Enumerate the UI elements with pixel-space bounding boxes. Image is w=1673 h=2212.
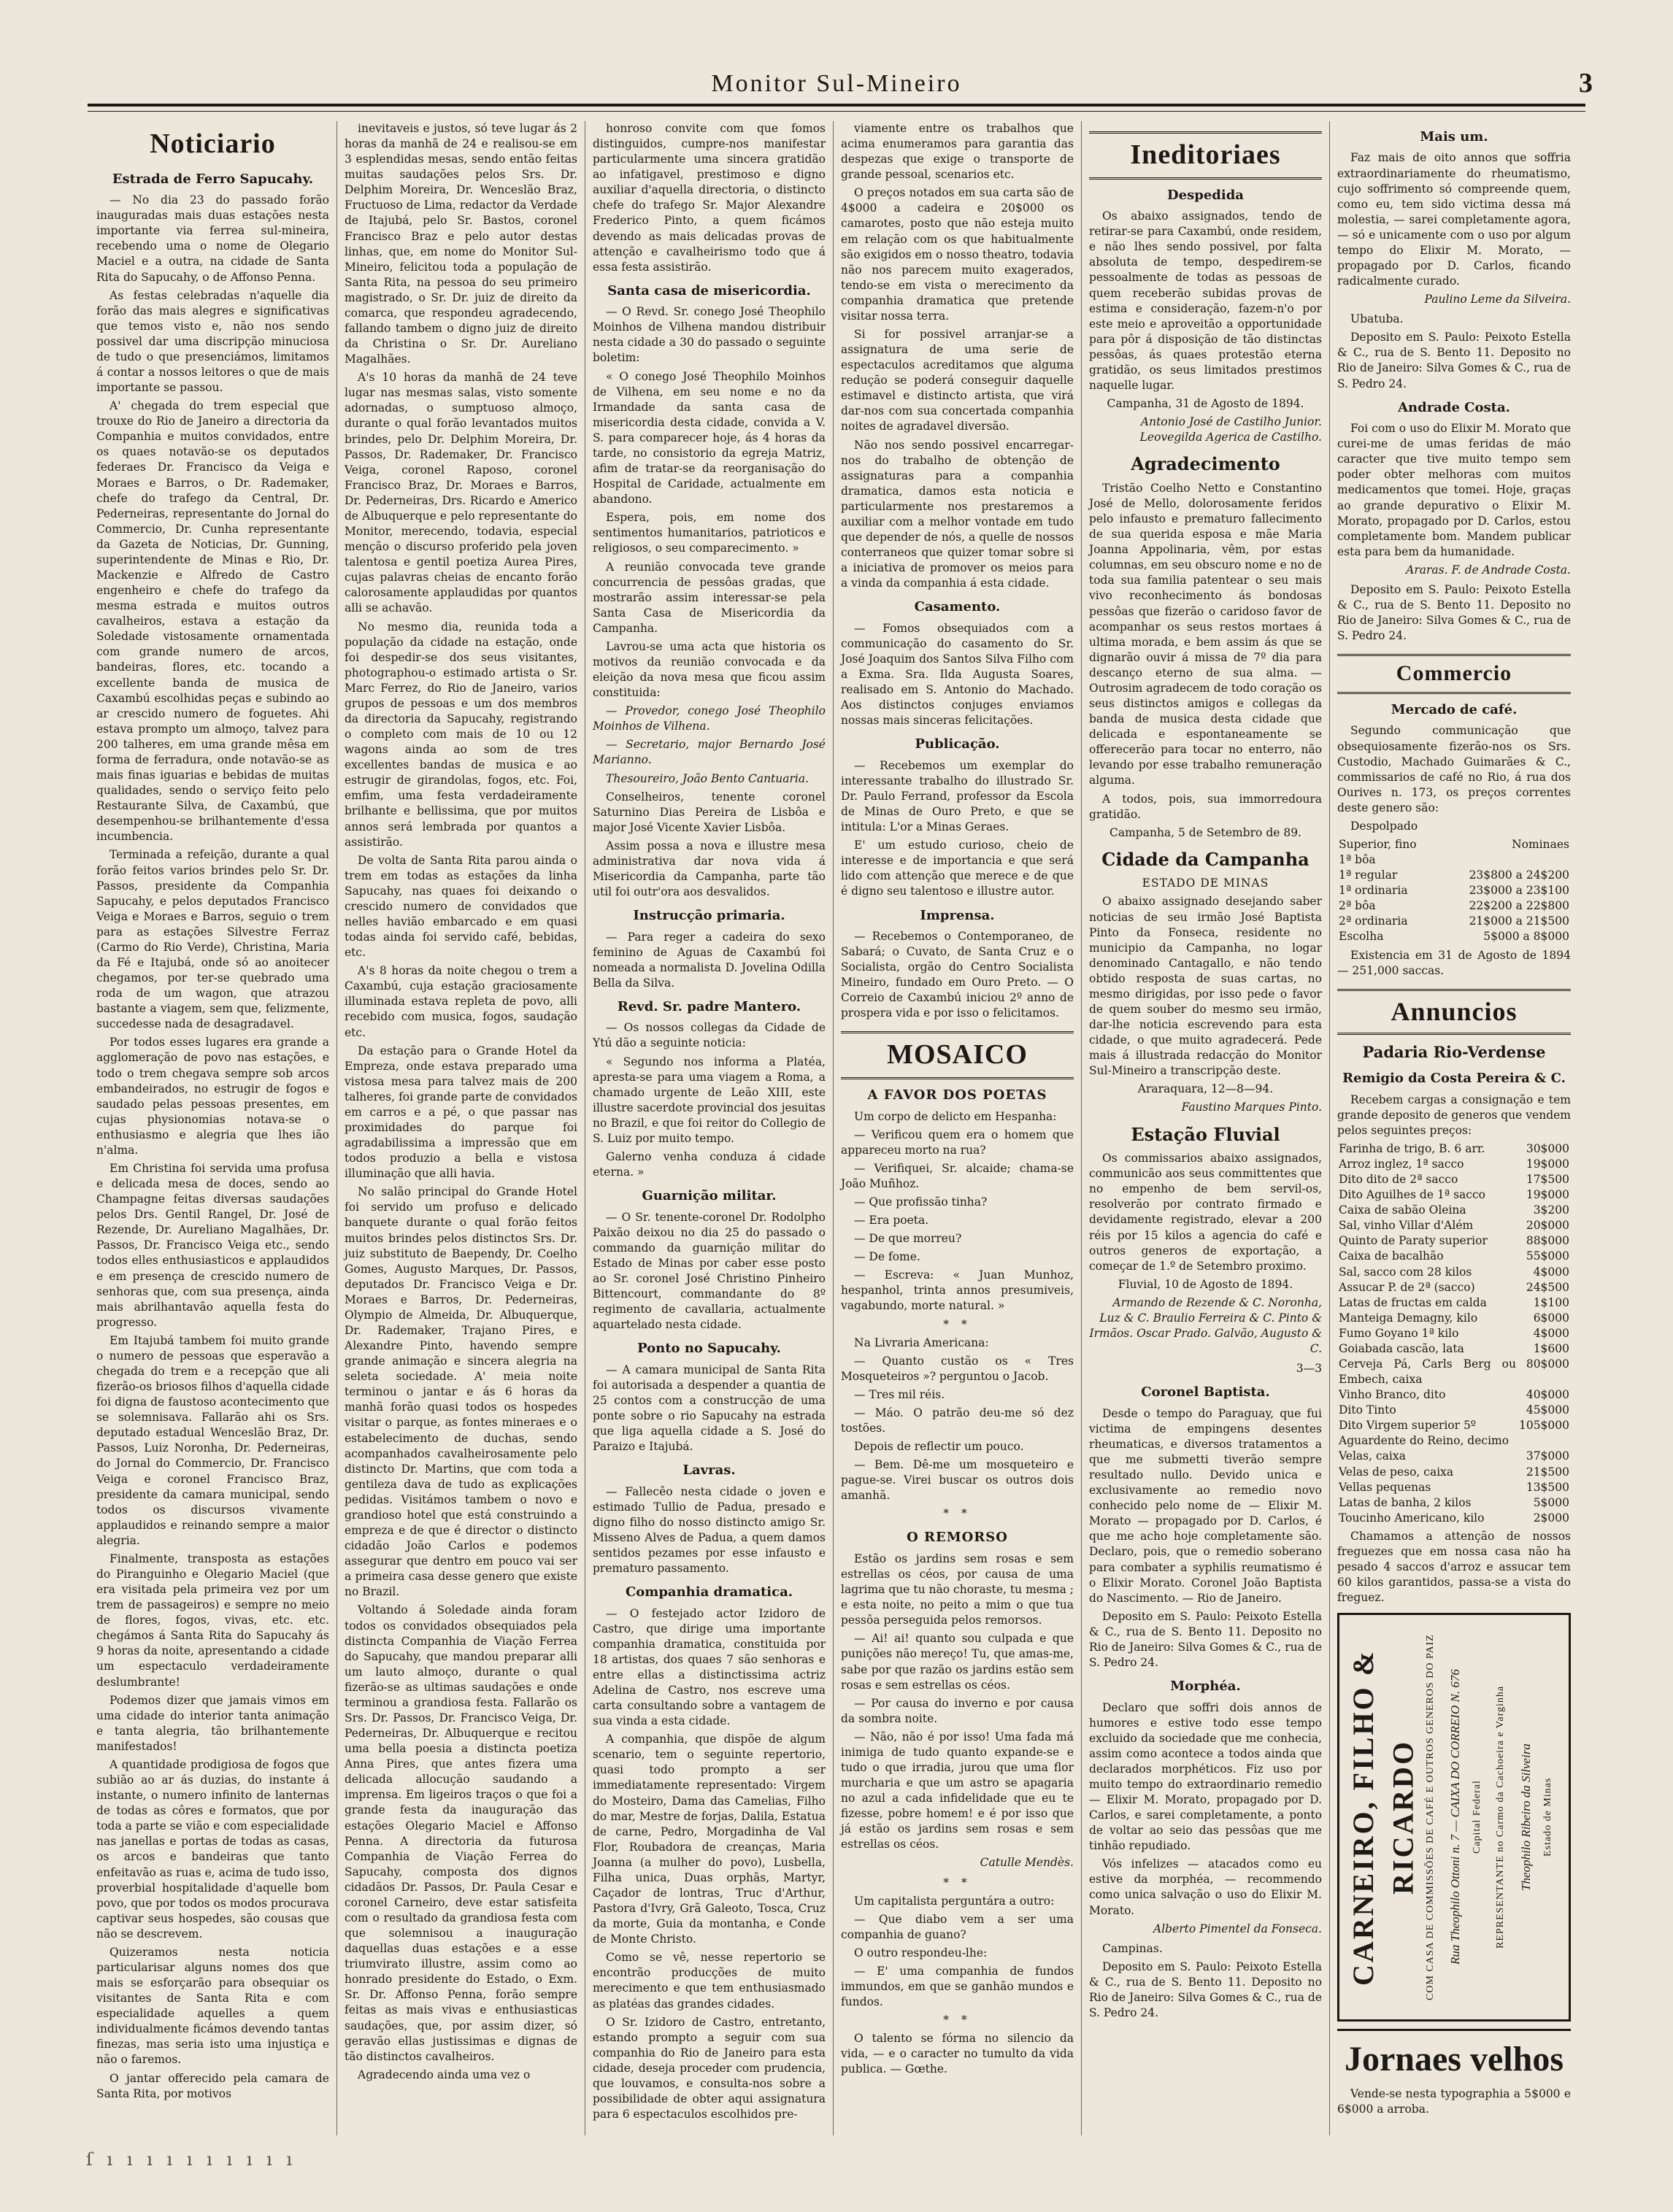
table-cell: 105$000 [1518, 1419, 1569, 1433]
paragraph: — Por causa do inverno e por causa da sombra noite. [841, 1696, 1074, 1725]
table-cell: Vinho Branco, dito [1339, 1388, 1446, 1402]
paragraph: Deposito em S. Paulo: Peixoto Estella & C., rua de S. Bento 11. Deposito no Rio de Janeiro: Silva Gomes & C., rua de S. Pedro 24. [1089, 1609, 1322, 1669]
paragraph: — Os nossos collegas da Cidade de Ytú dão a seguinte noticia: [593, 1021, 826, 1050]
paragraph: Os commissarios abaixo assignados, communicão aos seus committentes que no empenho de bem servil-os, resolverão por contrato firmado e devidamente registrado, elevar a 200 réis por 15 kilos a agencia do café e outros generos de exportação, a começar de 1.º de Setembro proximo. [1089, 1152, 1322, 1273]
column-5 [1082, 121, 1330, 2135]
article-title-lavras: Lavras. [682, 1463, 736, 1479]
table-cell: 23$000 a 23$100 [1469, 884, 1569, 898]
bakery-price-table [1337, 1141, 1571, 1526]
paragraph: E' um estudo curioso, cheio de interesse e de importancia e que será lido com attenção que merece e de que é digno seu talentoso e illustre autor. [841, 839, 1074, 898]
table-cell: Vellas pequenas [1339, 1480, 1431, 1494]
separator-stars: * * [943, 1507, 972, 1521]
table-cell: Quinto de Paraty superior [1339, 1234, 1488, 1248]
paragraph: Em Itajubá tambem foi muito grande o numero de pessoas que esperavão a chegada do trem e a recepção que ali fizerão-os briosos filhos d'aquella cidade foi digna de faustoso acontecimento que se solemnisava. Fallarão ahi os Srs. deputado estadual Wenceslão Braz, Dr. Passos, Luiz Noronha, Dr. Pederneiras, do Jornal do Commercio, Dr. Francisco Veiga e coronel Francisco Braz, presidente da camara municipal, sendo todos os discursos vivamente applaudidos e reinando sempre a maior alegria. [96, 1333, 329, 1547]
table-cell: Caixa de sabão Oleina [1339, 1203, 1466, 1217]
table-cell: 1ª ordinaria [1339, 884, 1408, 898]
article-title-coronel: Coronel Baptista. [1141, 1384, 1270, 1400]
article-title-revd: Revd. Sr. padre Mantero. [617, 998, 801, 1014]
paragraph: A's 10 horas da manhã de 24 teve lugar nas mesmas salas, visto somente adornadas, o sumptuoso almoço, durante o qual forão levantados muitos brindes, pelo Dr. Delphim Moreira, Dr. Passos, Dr. Rademaker, Dr. Francisco Veiga, coronel Raposo, coronel Francisco Braz, Dr. Moraes e Barros, Dr. Pederneiras, Drs. Ricardo e Americo de Albuquerque e pelo representante do Monitor, merecendo, todavia, especial menção o discurso proferido pela joven talentosa e gentil poetiza Aurea Pires, cujas palavras cheias de encanto forão calorosamente applaudidas por quantos alli se achavão. [345, 371, 577, 615]
dateline: Araraquara, 12—8—94. [1137, 1082, 1274, 1096]
paragraph: — De fome. [854, 1250, 920, 1264]
table-cell: Goiabada cascão, lata [1339, 1341, 1464, 1355]
paragraph: Por todos esses lugares era grande a agglomeração de povo nas estações, e todo o trem chegava sempre sob arcos embandeirados, no estrugir de fogos e saudado pelas pessoas presentes, em cujas physionomias notava-se o enthusiasmo e alegria que lhes ião n'alma. [96, 1036, 329, 1157]
bottom-print-marks [86, 2149, 962, 2178]
paragraph: O Sr. Izidoro de Castro, entretanto, estando prompto a seguir com sua companhia do Rio de Janeiro para esta cidade, deseja proceder com prudencia, que louvamos, e consulta-nos sobre a possibilidade de obter aqui assignatura para 6 espectaculos escolhidos pre- [593, 2015, 826, 2122]
advertisement-carneiro [1337, 1613, 1571, 2022]
paragraph: — Escreva: « Juan Munhoz, hespanhol, trinta annos presumiveis, vagabundo, morte natural. » [841, 1268, 1074, 1313]
ad-line: REPRESENTANTE no Carmo da Cachoeira e Varginha [1495, 1686, 1507, 1949]
paragraph: « O conego José Theophilo Moinhos de Vilhena, em seu nome e no da Irmandade da santa casa de misericordia desta cidade, convida a V. S. para comparecer hoje, ás 4 horas da tarde, no consistorio da egreja Matriz, afim de tratar-se da reorganisação do Hospital de Caridade, actualmente em abandono. [593, 369, 826, 506]
print-mark: ı [286, 2149, 293, 2170]
paragraph: Da estação para o Grande Hotel da Empreza, onde estava preparado uma vistosa mesa para talvez mais de 200 talheres, foi grande parte de convidados em carros e a pé, o que passar nas proximidades do parque foi agradabilissima a impressão que em todos produzio a bella e vistosa illuminação que alli havia. [345, 1044, 577, 1181]
article-title-cidade: Cidade da Campanha [1101, 848, 1309, 870]
ad-line: Theophilo Ribeiro da Silveira [1518, 1743, 1533, 1892]
table-row [1337, 929, 1571, 944]
table-cell: 30$000 [1526, 1141, 1569, 1155]
table-cell: 4$000 [1533, 1265, 1569, 1279]
print-mark: ı [126, 2149, 133, 2170]
paragraph: inevitaveis e justos, só teve lugar ás 2 horas da manhã de 24 e realisou-se em 3 esplendidas mesas, sendo então feitas muitas saudações pelos Srs. Dr. Delphim Moreira, Dr. Wenceslão Braz, Fructuoso de Lima, redactor da Verdade de Itajubá, pelo Sr. Bastos, coronel Francisco Braz e pelo autor destas linhas, que, em nome do Monitor Sul-Mineiro, felicitou toda a população de Santa Rita, na pessoa do seu primeiro magistrado, o Sr. Dr. juiz de direito da comarca, que respondeu agradecendo, fallando tambem o digno juiz de direito da Christina o Sr. Dr. Aureliano Magalhães. [345, 122, 577, 366]
paragraph: A reunião convocada teve grande concurrencia de pessôas gradas, que mostrarão assim interessar-se pela Santa Casa de Misericordia da Campanha. [593, 560, 826, 635]
paragraph: Faz mais de oito annos que soffria extraordinariamente do rheumatismo, cujo soffrimento só compreende quem, como eu, tem sido victima dessa má molestia, — sarei completamente agora, — só e unicamente com o uso por algum tempo do Elixir M. Morato, — propagado por D. Carlos, ficando radicalmente curado. [1337, 151, 1571, 288]
paragraph: — A camara municipal de Santa Rita foi autorisada a despender a quantia de 25 contos com a construcção de uma ponte sobre o rio Sapucahy na estrada que liga aquella cidade a S. José do Paraizo e Itajubá. [593, 1363, 826, 1454]
table-cell: 37$000 [1526, 1449, 1569, 1463]
ad-line: Rua Theophilo Ottoni n. 7 — CAIXA DO CORREIO N. 676 [1447, 1669, 1462, 1965]
article-title-casamento: Casamento. [914, 599, 1001, 615]
print-mark: ı [266, 2149, 272, 2170]
paragraph: Desde o tempo do Paraguay, que fui victima de empingens desentes rheumaticas, e diversos tratamentos a que me submetti tiverão sempre resultado nullo. Devido unica e exclusivamente ao remedio novo conhecido pelo nome de — Elixir M. Morato — propagado por D. Carlos, é que me acho hoje completamente são. Declaro, pois, que o remedio soberano para combater a syphilis reumatismo é o Elixir Morato. Coronel João Baptista do Nascimento. — Rio de Janeiro. [1089, 1406, 1322, 1605]
paragraph: O preços notados em sua carta são de 4$000 a cadeira e 20$000 os camarotes, posto que não esteja muito em relação com os que habitualmente são exigidos em o nosso theatro, todavia não nos parecem muito exagerados, tendo-se em vista o merecimento da companhia dramatica que pretende visitar nossa terra. [841, 186, 1074, 323]
table-row [1337, 1449, 1571, 1464]
column-3 [585, 121, 834, 2135]
paragraph: — Não, não é por isso! Uma fada má inimiga de tudo quanto expande-se e tudo o que irradia, jurou que uma flor murcharia e que um astro se apagaria no azul a cada infidelidade que eu te fizesse, pobre homem! e é por isso que já estão os jardins sem rosas e sem estrellas os céos. [841, 1730, 1074, 1851]
table-row [1337, 852, 1571, 868]
table-row [1337, 1249, 1571, 1264]
article-title-guarnicao: Guarnição militar. [642, 1188, 777, 1204]
print-mark: ı [107, 2149, 113, 2170]
paragraph: — O Sr. tenente-coronel Dr. Rodolpho Paixão deixou no dia 25 do passado o commando da guarnição militar do Estado de Minas por caber esse posto ao Sr. coronel José Christino Pinheiro Bittencourt, commandante do 8º regimento de cavallaria, actualmente aquartelado nesta cidade. [593, 1210, 826, 1332]
subtitle: ESTADO DE MINAS [1142, 876, 1269, 890]
coffee-price-table [1337, 837, 1571, 945]
table-cell: 2ª bôa [1339, 899, 1376, 913]
table-cell: Toucinho Americano, kilo [1339, 1511, 1485, 1525]
table-cell: Sal, sacco com 28 kilos [1339, 1265, 1472, 1279]
table-cell: 88$000 [1526, 1234, 1569, 1248]
table-row [1337, 1295, 1571, 1311]
article-title-estrada: Estrada de Ferro Sapucahy. [112, 171, 314, 187]
paragraph: Em Christina foi servida uma profusa e delicada mesa de doces, sendo ao Champagne feitas diversas saudações pelos Drs. Gentil Rangel, Dr. José de Rezende, Dr. Aureliano Magalhães, Dr. Passos, Dr. Francisco Veiga etc., sendo todos elles enthusiasticos e applaudidos e em presença de crescido numero de senhoras que, com sua presença, ainda mais abrilhantavão aquella festa do progresso. [96, 1161, 329, 1329]
signature: Catulle Mendès. [980, 1856, 1074, 1870]
paragraph: De volta de Santa Rita parou ainda o trem em todas as estações da linha Sapucahy, nas quaes foi deixando o crescido numero de convidados que nelles havião embarcado e em quasi todas ainda foi servido café, bebidas, etc. [345, 853, 577, 960]
table-row [1337, 1141, 1571, 1157]
table-row [1337, 1465, 1571, 1480]
paragraph: — Recebemos o Contemporaneo, de Sabará; o Cuvato, de Santa Cruz e o Socialista, orgão do Centro Socialista Mineiro, fundado em Ouro Preto. — O Correio de Caxambú iniciou 2º anno de prospera vida e por isso o felicitamos. [841, 930, 1074, 1020]
article-title-despedida: Despedida [1167, 187, 1244, 203]
column-2 [337, 121, 585, 2135]
paragraph: A's 8 horas da noite chegou o trem a Caxambú, cuja estação graciosamente illuminada estava repleta de povo, alli recebido com musica, fogos, saudação etc. [345, 964, 577, 1039]
separator-stars: * * [943, 2013, 972, 2027]
insertion-mark: 3—3 [1296, 1362, 1322, 1376]
paragraph: — Fomos obsequiados com a communicação do casamento do Sr. José Joaquim dos Santos Silva Filho com a Exma. Sra. Ilda Augusta Soares, realisado em S. Antonio do Machado. Aos distinctos conjuges enviamos nossas mais sinceras felicitações. [841, 621, 1074, 728]
paragraph: Estão os jardins sem rosas e sem estrellas os céos, por causa de uma lagrima que tu não choraste, tu mesma ; e esta noite, no peito a mim o que tua pessôa perseguida pelos remorsos. [841, 1552, 1074, 1627]
paragraph: Podemos dizer que jamais vimos em uma cidade do interior tanta animação e tanta alegria, tão brilhantemente manifestados! [96, 1693, 329, 1753]
paragraph: Vende-se nesta typographia a 5$000 e 6$000 a arroba. [1337, 2086, 1571, 2116]
paragraph: Si for possivel arranjar-se a assignatura de uma serie de espectaculos acreditamos que alguma redução se poderá conseguir daquelle estimavel e distincto artista, que virá dar-nos com sua concertada companhia noites de agradavel diversão. [841, 328, 1074, 433]
paragraph: Deposito em S. Paulo: Peixoto Estella & C., rua de S. Bento 11. Deposito no Rio de Janeiro: Silva Gomes & C., rua de S. Pedro 24. [1337, 331, 1571, 390]
dateline: Campanha, 5 de Setembro de 89. [1109, 825, 1301, 839]
paragraph: Galerno venha conduza á cidade eterna. » [593, 1150, 826, 1179]
paragraph: — Máo. O patrão deu-me só dez tostões. [841, 1406, 1074, 1436]
table-cell: Velas, caixa [1339, 1449, 1406, 1463]
paragraph: Os abaixo assignados, tendo de retirar-se para Caxambú, onde residem, e não lhes sendo possivel, por falta absoluta de tempo, despedirem-se pessoalmente de todas as pessoas de quem receberão subidas provas de estima e consideração, fazem-n'o por este meio e aproveitão a opportunidade para pôr á disposição de tão distinctas pessôas, ás quaes protestão eterna gratidão, os seus limitados prestimos naquelle lugar. [1089, 209, 1322, 392]
table-row [1337, 1233, 1571, 1249]
paragraph: viamente entre os trabalhos que acima enumeramos para garantia das despezas que exige o transporte de grande pessoal, scenarios etc. [841, 122, 1074, 182]
paragraph: Existencia em 31 de Agosto de 1894 — 251,000 saccas. [1337, 948, 1571, 977]
table-cell: Manteiga Demagny, kilo [1339, 1311, 1478, 1325]
paragraph: Foi com o uso do Elixir M. Morato que curei-me de umas feridas de máo caracter que tive muito tempo sem poder obter melhoras com muitos medicamentos que tomei. Hoje, graças ao grande depurativo o Elixir M. Morato, propagado por D. Carlos, estou completamente bom. Mandem publicar esta para bem da humanidade. [1337, 422, 1571, 558]
paragraph: Chamamos a attenção de nossos freguezes que em nossa casa não ha pesado 4 saccos d'arroz e assucar tem 60 kilos garantidos, passa-se a vista do freguez. [1337, 1529, 1571, 1605]
paragraph: — Secretario, major Bernardo José Marianno. [593, 738, 826, 767]
article-title-instrucao: Instrucção primaria. [633, 908, 785, 924]
paragraph: Agradecendo ainda uma vez o [358, 2068, 531, 2081]
paragraph: — Que diabo vem a ser uma companhia de guano? [841, 1912, 1074, 1941]
header-rule [88, 104, 1585, 112]
table-row [1337, 837, 1571, 852]
paragraph: Recebem cargas a consignação e tem grande deposito de generos que vendem pelos seguintes preços: [1337, 1092, 1571, 1137]
paragraph: A todos, pois, sua immorredoura gratidão. [1089, 792, 1322, 821]
paragraph: Declaro que soffri dois annos de humores e estive todo esse tempo excluido da sociedade que me conhecia, assim como acontece a todos ainda que declarados morphéticos. Fiz uso por muito tempo do extraordinario remedio — Elixir M. Morato, propagado por D. Carlos, e sarei completamente, a ponto de voltar ao seio das pessôas que me tinhão repudiado. [1089, 1700, 1322, 1853]
paragraph: No mesmo dia, reunida toda a população da cidade na estação, onde foi despedir-se dos seus visitantes, photographou-o estimado artista o Sr. Marc Ferrez, do Rio de Janeiro, varios grupos de pessoas e um dos membros da directoria da Sapucahy, registrando o completo com mais de 10 ou 12 wagons ainda ao som de tres excellentes bandas de musica e ao estrugir de girandolas, fogos, etc. Foi, emfim, uma festa verdadeiramente brilhante e bellissima, que por muitos annos será lembrada por quantos a assistirão. [345, 620, 577, 849]
print-mark: ı [186, 2149, 193, 2170]
paragraph: Thesoureiro, João Bento Cantuaria. [606, 771, 809, 785]
table-cell: 23$800 a 24$200 [1469, 868, 1569, 882]
article-title-agradecimento: Agradecimento [1131, 453, 1280, 475]
paragraph: Depois de reflectir um pouco. [854, 1440, 1024, 1454]
print-mark: ı [246, 2149, 253, 2170]
paragraph: — Bem. Dê-me um mosqueteiro e pague-se. Virei buscar os outros dois amanhã. [841, 1458, 1074, 1503]
paragraph: honroso convite com que fomos distinguidos, cumpre-nos manifestar particularmente uma sincera gratidão ao infatigavel, prestimoso e digno auxiliar d'aquella directoria, o distincto chefe do trafego Sr. Major Alexandre Frederico Pinto, a quem ficámos devendo as mais delicadas provas de attenção e cavalheirismo todo que á essa festa assistirão. [593, 122, 826, 274]
paragraph: — Ai! ai! quanto sou culpada e que punições não mereço! Tu, que amas-me, sabe por que razão os jardins estão sem rosas e sem estrellas os céos. [841, 1632, 1074, 1692]
article-title-poetas: A FAVOR DOS POETAS [867, 1087, 1047, 1103]
paragraph: — E' uma companhia de fundos immundos, em que se ganhão mundos e fundos. [841, 1964, 1074, 2009]
running-header [88, 67, 1593, 105]
paragraph: — Que profissão tinha? [854, 1195, 988, 1209]
table-row [1337, 914, 1571, 929]
paragraph: Finalmente, transposta as estações do Piranguinho e Olegario Maciel (que era visitada pela primeira vez por um trem de passageiros) e sempre no meio de flores, fogos, vivas, etc. etc. chegámos á Santa Rita do Sapucahy ás 9 horas da noite, apresentando a cidade um espectaculo verdadeiramente deslumbrante! [96, 1552, 329, 1689]
table-cell: Aguardente do Reino, decimo [1339, 1434, 1509, 1448]
table-cell: Escolha [1339, 930, 1384, 944]
table-cell: Fumo Goyano 1ª kilo [1339, 1326, 1459, 1340]
paragraph: Deposito em S. Paulo: Peixoto Estella & C., rua de S. Bento 11. Deposito no Rio de Janeiro: Silva Gomes & C., rua de S. Pedro 24. [1089, 1959, 1322, 2019]
table-cell: 24$500 [1526, 1280, 1569, 1294]
paragraph: — De que morreu? [854, 1232, 962, 1246]
ad-line: COM CASA DE COMMISSÕES DE CAFÉ E OUTROS GENEROS DO PAIZ [1424, 1634, 1436, 2001]
paragraph: — Era poeta. [854, 1214, 929, 1228]
print-mark: ı [166, 2149, 173, 2170]
table-row [1337, 1387, 1571, 1403]
print-mark: ı [207, 2149, 212, 2170]
article-title-santa-casa: Santa casa de misericordia. [607, 282, 811, 298]
table-row [1337, 1218, 1571, 1233]
table-cell: 21$000 a 21$500 [1469, 914, 1569, 928]
table-cell: Arroz inglez, 1ª sacco [1339, 1157, 1464, 1171]
section-title-commercio: Commercio [1337, 654, 1571, 694]
paragraph: — Provedor, conego José Theophilo Moinhos de Vilhena. [593, 704, 826, 733]
table-cell: 17$500 [1526, 1173, 1569, 1187]
table-cell: Velas de peso, caixa [1339, 1465, 1454, 1479]
table-cell: 19$000 [1526, 1188, 1569, 1202]
article-title-remorso: O REMORSO [907, 1530, 1008, 1546]
paragraph: A' chegada do trem especial que trouxe do Rio de Janeiro a directoria da Companhia e muitos convidados, entre os quaes notavão-se os deputados federaes Dr. Francisco da Veiga e Moraes e Barros, o Dr. Rademaker, chefe do trafego da Central, Dr. Pederneiras, representante do Jornal do Commercio, Dr. Cunha representante da Gazeta de Noticias, Dr. Gunning, superintendente de Minas e Rio, Dr. Mackenzie e Alfredo de Castro engenheiro e chefe do trafego da mesma estrada e muitos outros cavalheiros, estava a estação da Soledade vistosamente ornamentada com grande numero de arcos, bandeiras, flores, etc. tocando a excellente banda de musica de Caxambú escolhidas peças e subindo ao ar crescido numero de foguetes. Ahi estava prompto um almoço, talvez para 200 talheres, em uma grande mêsa em forma de ferradura, onde notavão-se as mais finas iguarias e bebidas de muitas qualidades, sendo o serviço feito pelo Restaurante Silva, de Caxambú, que desempenhou-se brilhantemente d'essa incumbencia. [96, 399, 329, 844]
ad-title-padaria: Padaria Rio-Verdense [1362, 1042, 1546, 1061]
table-row [1337, 1433, 1571, 1449]
paragraph: — Verificou quem era o homem que appareceu morto na rua? [841, 1128, 1074, 1157]
separator-stars: * * [943, 1876, 972, 1889]
table-cell [1518, 1433, 1571, 1449]
signature: Araras. F. de Andrade Costa. [1406, 563, 1571, 577]
ad-firm-name: CARNEIRO, FILHO & RICARDO [1347, 1649, 1420, 1986]
paragraph: O jantar offerecido pela camara de Santa Rita, por motivos [96, 2071, 329, 2100]
table-cell: Latas de banha, 2 kilos [1339, 1495, 1472, 1509]
table-cell: Farinha de trigo, B. 6 arr. [1339, 1141, 1485, 1155]
table-cell: 80$000 [1526, 1357, 1569, 1371]
paragraph: As festas celebradas n'aquelle dia forão das mais alegres e significativas que temos visto e, não nos sendo possivel dar uma discripção minuciosa de tudo o que presenciámos, limitamos á contar a nossos leitores o que de mais importante se passou. [96, 288, 329, 395]
print-mark: ſ [86, 2149, 93, 2170]
paragraph: Tristão Coelho Netto e Constantino José de Mello, dolorosamente feridos pelo infausto e prematuro fallecimento de sua querida esposa e mãe Maria Joanna Appolinaria, vêm, por estas columnas, em seu obscuro nome e no de toda sua familia patentear o seu mais vivo reconhecimento ás bondosas pessôas que fizerão o caridoso favor de acompanhar os seus restos mortaes á ultima morada, e bem assim ás que se dignarão ouvir á missa de 7º dia para descanço eterno de sua alma. — Outrosim agradecem de todo coração os seus distinctos amigos e collegas da banda de musica desta cidade que delicada e espontaneamente se offerecerão para tocar no enterro, não levando por esse trabalho remuneração alguma. [1089, 481, 1322, 787]
running-title: Monitor Sul-Mineiro [711, 70, 962, 97]
table-row [1337, 898, 1571, 914]
table-cell: Cerveja Pá, Carls Berg ou Embech, caixa [1339, 1357, 1516, 1387]
paragraph: — O Revd. Sr. conego José Theophilo Moinhos de Vilhena mandou distribuir nesta cidade a 30 do passado o seguinte boletim: [593, 305, 826, 365]
paragraph: Deposito em S. Paulo: Peixoto Estella & C., rua de S. Bento 11. Deposito no Rio de Janeiro: Silva Gomes & C., rua de S. Pedro 24. [1337, 582, 1571, 643]
table-row [1337, 1326, 1571, 1341]
section-title-noticiario: Noticiario [150, 128, 276, 159]
article-title-mais-um: Mais um. [1420, 129, 1488, 144]
paragraph: Segundo communicação que obsequiosamente fizerão-nos os Srs. Custodio, Machado Guimarães & C., commissarios de café no Rio, á rua dos Ourives n. 173, os preços correntes deste genero são: [1337, 724, 1571, 814]
paragraph: Terminada a refeição, durante a qual forão feitos varios brindes pelo Sr. Dr. Passos, presidente da Companhia Sapucahy, e pelos deputados Francisco Veiga e Moraes e Barros, seguio o trem para as estações Silvestre Ferraz (Carmo do Rio Verde), Christina, Maria da Fé e Itajubá, onde só ao anoitecer chegamos, por ter-se quebrado uma roda de um wagon, que atrazou bastante a viagem, sem que, felizmente, succedesse nada de desagradavel. [96, 848, 329, 1031]
ad-line: Estado de Minas [1542, 1778, 1553, 1857]
separator-stars: * * [943, 1317, 972, 1331]
table-cell: 1ª bôa [1339, 853, 1376, 867]
paragraph: — Fallecêo nesta cidade o joven e estimado Tullio de Padua, presado e digno filho do nosso distincto amigo Sr. Misseno Alves de Padua, a quem damos sentidos pezames por esse infausto e prematuro passamento. [593, 1484, 826, 1576]
section-title-mosaico: MOSAICO [841, 1031, 1074, 1079]
table-cell: Superior, fino [1339, 838, 1417, 852]
article-title-fluvial: Estação Fluvial [1131, 1123, 1280, 1145]
table-cell: Assucar P. de 2ª (sacco) [1339, 1280, 1475, 1294]
paragraph: Assim possa a nova e illustre mesa administrativa dar nova vida á Misericordia da Campanha, parte tão util foi outr'ora aos desvalidos. [593, 839, 826, 899]
signature: Antonio José de Castilho Junior. Leovegilda Agerica de Castilho. [1139, 415, 1322, 444]
table-cell: 13$500 [1526, 1480, 1569, 1494]
table-cell: 5$000 a 8$000 [1483, 930, 1569, 944]
table-row [1337, 1157, 1571, 1172]
page-number: 3 [1579, 68, 1593, 99]
table-cell: Dito dito de 2ª sacco [1339, 1173, 1458, 1187]
table-row [1337, 1203, 1571, 1218]
table-cell: 2ª ordinaria [1339, 914, 1408, 928]
table-cell: Dito Virgem superior 5º [1339, 1419, 1477, 1433]
table-cell: 40$000 [1526, 1388, 1569, 1402]
table-row [1337, 1495, 1571, 1511]
paragraph: Conselheiros, tenente coronel Saturnino Dias Pereira de Lisbôa e major José Vicente Xavier Lisbôa. [593, 790, 826, 834]
article-title-andrade: Andrade Costa. [1398, 399, 1510, 415]
paragraph: Campinas. [1102, 1941, 1163, 1955]
dateline: Fluvial, 10 de Agosto de 1894. [1118, 1277, 1293, 1291]
signature: Faustino Marques Pinto. [1181, 1101, 1322, 1114]
paragraph: — Tres mil réis. [854, 1387, 945, 1401]
table-cell: 22$200 a 22$800 [1469, 899, 1569, 913]
table-cell: 3$200 [1533, 1203, 1569, 1217]
column-6 [1330, 121, 1578, 2135]
article-title-companhia: Companhia dramatica. [625, 1584, 793, 1600]
paragraph: Na Livraria Americana: [854, 1336, 989, 1349]
paragraph: A quantidade prodigiosa de fogos que subião ao ar ás duzias, do instante á instante, o numero infinito de lanternas de todas as côres e formatos, que por toda a parte se vião e com especialidade nas janellas e portas de todas as casas, os arcos e bandeiras que tanto enfeitavão as ruas e, acima de tudo isso, proverbial hospitalidade d'aquelle bom povo, que por todos os modos procurava captivar seus hospedes, são cousas que não se descrevem. [96, 1757, 329, 1941]
table-row [1337, 883, 1571, 898]
table-cell: 19$000 [1526, 1157, 1569, 1171]
table-cell: 2$000 [1533, 1511, 1569, 1525]
table-row [1337, 1311, 1571, 1326]
table-cell: Sal, vinho Villar d'Além [1339, 1219, 1474, 1233]
column-4 [834, 121, 1082, 2135]
table-cell: 55$000 [1526, 1249, 1569, 1263]
paragraph: Voltando á Soledade ainda foram todos os convidados obsequiados pela distincta Companhia de Viação Ferrea do Sapucahy, que mandou preparar alli um lauto almoço, durante o qual fizerão-se as ultimas saudações e onde terminou a grandiosa festa. Fallarão os Srs. Dr. Passos, Dr. Francisco Veiga, Dr. Pederneiras, Dr. Albuquerque e recitou uma bella poesia a distincta poetiza Anna Pires, que antes fizera uma delicada allocução saudando a imprensa. Em ligeiros traços o que foi a grande festa da inauguração das estações Olegario Maciel e Affonso Penna. A directoria da futurosa Companhia de Viação Ferrea do Sapucahy, composta dos dignos cidadãos Dr. Passos, Dr. Paula Cesar e coronel Carneiro, deve estar satisfeita com o resultado da grandiosa festa com que solemnisou a inauguração daquellas duas estações e a esse triumvirato illustre, assim como ao honrado presidente do Estado, o Exm. Sr. Dr. Affonso Penna, forão sempre feitas as mais vivas e enthusiasticas saudações, que, por assim dizer, só geravão ellas justissimas e dignas de tão distinctos cavalheiros. [345, 1603, 577, 2063]
table-row [1337, 868, 1571, 883]
signature: Alberto Pimentel da Fonseca. [1153, 1922, 1322, 1935]
article-title-morphea: Morphéa. [1170, 1679, 1241, 1695]
article-title-imprensa: Imprensa. [920, 907, 995, 923]
article-title-ponto: Ponto no Sapucahy. [637, 1341, 781, 1357]
table-row [1337, 1480, 1571, 1495]
section-title-ineditoriaes: Ineditoriaes [1089, 131, 1322, 180]
table-label: Despolpado [1350, 819, 1418, 833]
paragraph: Quizeramos nesta noticia particularisar alguns nomes dos que mais se esforçarão para obsequiar os visitantes de Santa Rita e com especialidade aquelles a quem individualmente ficámos devendo tantas finezas, mas seria isto uma injustiça e não o faremos. [96, 1945, 329, 2067]
ad-title-jornaes: Jornaes velhos [1337, 2029, 1571, 2083]
signature: Paulino Leme da Silveira. [1424, 293, 1571, 307]
paragraph: Vós infelizes — atacados como eu estive da morphéa, — recommendo como unica salvação o uso do Elixir M. Morato. [1089, 1857, 1322, 1917]
table-cell: Dito Tinto [1339, 1403, 1396, 1417]
table-cell [1439, 852, 1571, 868]
table-row [1337, 1172, 1571, 1187]
table-row [1337, 1280, 1571, 1295]
paragraph: — Recebemos um exemplar do interessante trabalho do illustrado Sr. Dr. Paulo Ferrand, professor da Escola de Minas de Ouro Preto, e que se intitula: L'or a Minas Geraes. [841, 758, 1074, 834]
paragraph: No salão principal do Grande Hotel foi servido um profuso e delicado banquete durante o qual forão feitos muitos brindes pelos distinctos Srs. Dr. juiz substituto de Baependy, Dr. Coelho Gomes, Augusto Marques, Dr. Passos, deputados Dr. Francisco Veiga e Dr. Moraes e Barros, Dr. Pederneiras, Olympio de Almeida, Dr. Albuquerque, Dr. Rademaker, Trajano Pires, e Alexandre Pinto, havendo sempre grande animação e sincera alegria na seleta sociedade. A' meia noite terminou o jantar e ás 6 horas da manhã forão quasi todos os hospedes visitar o parque, as fontes mineraes e o estabelecimento de duchas, sendo acompanhados cavalheirosamente pelo distincto Dr. Martins, que com toda a gentileza dava de tudo as explicações pedidas. Visitámos tambem o novo e grandioso hotel que está construindo a empreza e de que é director o distincto cidadão João Carlos e podemos assegurar que dentro em pouco vai ser a primeira casa desse genero que existe no Brazil. [345, 1185, 577, 1599]
paragraph: A companhia, que dispõe de algum scenario, tem o seguinte repertorio, quasi todo prompto a ser immediatamente representado: Virgem do Mosteiro, Dama das Camelias, Filho do mar, Mestre de forjas, Dalila, Estatua de carne, Pedro, Morgadinha de Val Flor, Roubadora de creanças, Maria Joanna (a mulher do povo), Lusbella, Filha unica, Duas orphãs, Martyr, Caçador de lontras, Truc d'Arthur, Pastora d'Ivry, Grã Galeoto, Tosca, Cruz da morte, Guia da montanha, e Conde de Monte Christo. [593, 1733, 826, 1946]
table-row [1337, 1187, 1571, 1203]
paragraph: O abaixo assignado desejando saber noticias de seu irmão José Baptista Pinto da Fonseca, residente no municipio da Campanha, no logar denominado Cantagallo, e não tendo obtido resposta de suas cartas, no mesmo dirigidas, por isso pede o favor de quem souber do mesmo seu irmão, dar-lhe noticia escrevendo para esta cidade, o que muito agradecerá. Pede mais á illustrada redacção do Monitor Sul-Mineiro a transcripção deste. [1089, 895, 1322, 1078]
ad-subtitle-padaria: Remigio da Costa Pereira & C. [1342, 1071, 1566, 1087]
table-cell: 1ª regular [1339, 868, 1398, 882]
paragraph: Um capitalista perguntára a outro: [854, 1894, 1055, 1908]
paragraph: — Quanto custão os « Tres Mosqueteiros »? perguntou o Jacob. [841, 1354, 1074, 1383]
paragraph: — Para reger a cadeira do sexo feminino de Aguas de Caxambú foi nomeada a normalista D. Jovelina Odilla Bella da Silva. [593, 930, 826, 990]
table-row [1337, 1341, 1571, 1357]
paragraph: — O festejado actor Izidoro de Castro, que dirige uma importante companhia dramatica, constituida por 18 artistas, dos quaes 7 são senhoras e entre ellas a distinctissima actriz Adelina de Castro, nos escreve uma carta consultando sobre a vantagem de sua vinda a esta cidade. [593, 1606, 826, 1728]
table-cell: 6$000 [1533, 1311, 1569, 1325]
column-1 [89, 121, 337, 2135]
paragraph: O talento se fórma no silencio da vida, — e o caracter no tumulto da vida publica. — Gœthe. [841, 2032, 1074, 2076]
paragraph: Não nos sendo possivel encarregar-nos do trabalho de obtenção de assignaturas para a companhia dramatica, damos esta noticia e particularmente nos prestaremos a auxiliar com a melhor vontade em tudo que depender de nós, a quelle de nossos conterraneos que quizer tomar sobre si a iniciativa de promover os meios para a vinda da companhia á esta cidade. [841, 438, 1074, 590]
paragraph: Lavrou-se uma acta que historia os motivos da reunião convocada e da eleição da nova mesa que ficou assim constituida: [593, 639, 826, 700]
table-cell: 20$000 [1526, 1219, 1569, 1233]
print-mark: ı [147, 2149, 153, 2170]
table-row [1337, 1265, 1571, 1280]
table-cell: Dito Aguilhes de 1ª sacco [1339, 1188, 1485, 1202]
paragraph: Espera, pois, em nome dos sentimentos humanitarios, patrioticos e religiosos, o seu comparecimento. » [593, 511, 826, 555]
table-cell: 5$000 [1533, 1495, 1569, 1509]
signature: Armando de Rezende & C. Noronha, Luz & C. Braulio Ferreira & C. Pinto & Irmãos. Oscar Prado. Galvão, Augusto & C. [1089, 1295, 1322, 1356]
dateline: Campanha, 31 de Agosto de 1894. [1107, 397, 1304, 411]
article-title-publicacao: Publicação. [915, 736, 1000, 752]
table-cell: Latas de fructas em calda [1339, 1295, 1487, 1309]
table-row [1337, 1418, 1571, 1433]
paragraph: O outro respondeu-lhe: [854, 1946, 988, 1959]
paragraph: — No dia 23 do passado forão inauguradas mais duas estações nesta importante via ferrea sul-mineira, recebendo uma o nome de Olegario Maciel e a outra, na cidade de Santa Rita do Sapucahy, o de Affonso Penna. [96, 193, 329, 284]
ad-line: Capital Federal [1472, 1780, 1483, 1854]
table-row [1337, 1357, 1571, 1387]
paragraph: Ubatuba. [1350, 312, 1404, 326]
table-cell: Caixa de bacalhão [1339, 1249, 1444, 1263]
columns [89, 121, 1585, 2135]
paragraph: Um corpo de delicto em Hespanha: [854, 1109, 1057, 1123]
print-mark: ı [226, 2149, 233, 2170]
table-row [1337, 1511, 1571, 1526]
table-cell: 45$000 [1526, 1403, 1569, 1417]
table-cell: 4$000 [1533, 1326, 1569, 1340]
table-cell: 1$600 [1533, 1341, 1569, 1355]
paragraph: Como se vê, nesse repertorio se encontrão producções de muito merecimento e que tem enthusiasmado as platéas das grandes cidades. [593, 1951, 826, 2011]
paragraph: — Verifiquei, Sr. alcaide; chama-se João Muñhoz. [841, 1161, 1074, 1190]
table-row [1337, 1403, 1571, 1418]
table-cell: 21$500 [1526, 1465, 1569, 1479]
article-title-mercado: Mercado de café. [1391, 702, 1518, 717]
table-cell: 1$100 [1533, 1295, 1569, 1309]
section-title-annuncios: Annuncios [1337, 989, 1571, 1035]
table-cell: Nominaes [1512, 838, 1569, 852]
paragraph: « Segundo nos informa a Platéa, apresta-se para uma viagem a Roma, a chamado urgente de Leão XIII, este illustre sacerdote provincial dos jesuitas no Brazil, e que foi reitor do Collegio de S. Luiz por muito tempo. [593, 1055, 826, 1145]
